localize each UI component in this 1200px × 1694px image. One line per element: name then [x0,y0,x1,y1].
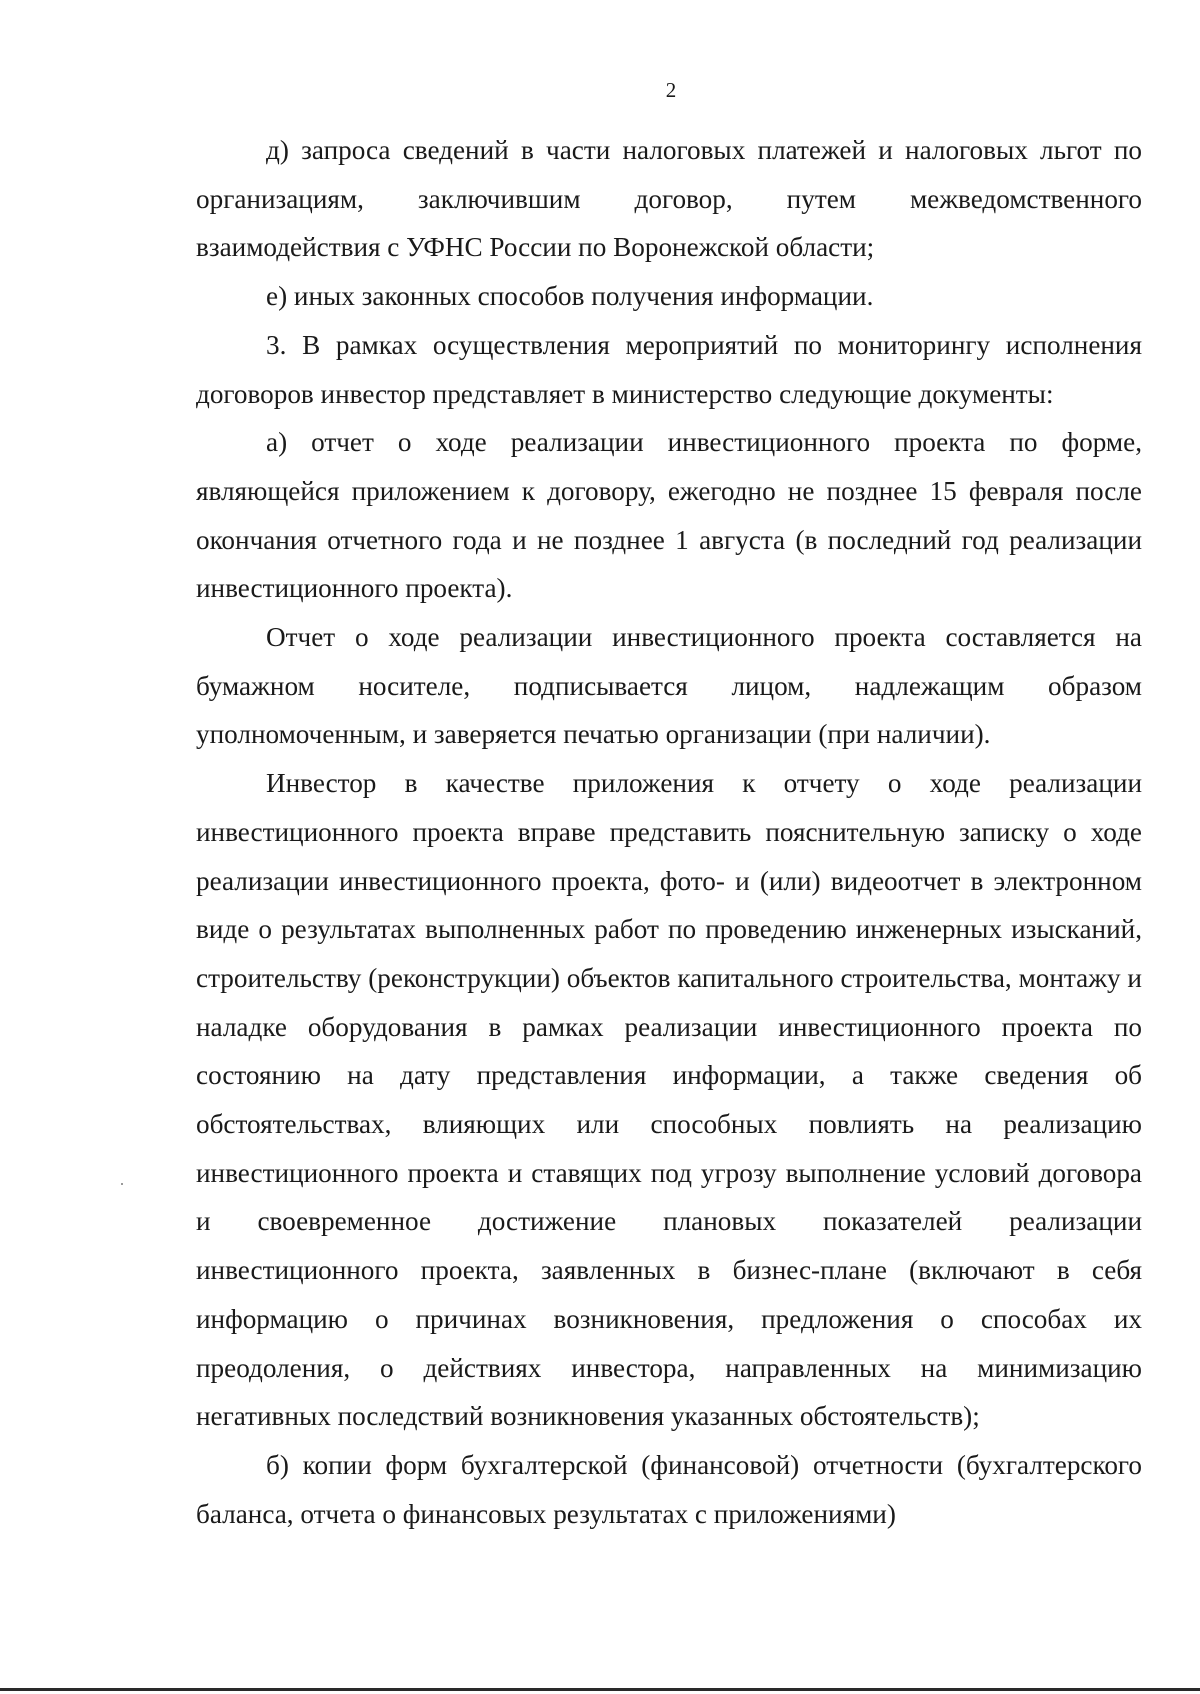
document-body [196,126,1142,1538]
bottom-border-line [0,1688,1200,1691]
paragraph-d: д) запроса сведений в части налоговых платежей и налоговых льгот по организациям, заключившим договор, путем межведомственного взаимодействия с УФНС России по Воронежской области; [196,135,1142,263]
scan-speck [121,1183,123,1185]
paragraph-e: е) иных законных способов получения информации. [266,281,874,312]
paragraph-report-format: Отчет о ходе реализации инвестиционного проекта составляется на бумажном носителе, подписывается лицом, надлежащим образом уполномоченным, и заверяется печатью организации (при наличии). [196,622,1142,750]
paragraph-item-3: 3. В рамках осуществления мероприятий по мониторингу исполнения договоров инвестор представляет в министерство следующие документы: [196,329,1142,409]
page-number: 2 [665,78,677,102]
paragraph-b: б) копии форм бухгалтерской (финансовой) отчетности (бухгалтерского баланса, отчета о финансовых результатах с приложениями) [196,1449,1142,1529]
paragraph-a: а) отчет о ходе реализации инвестиционного проекта по форме, являющейся приложением к договору, ежегодно не позднее 15 февраля после окончания отчетного года и не позднее 1 августа (в последний год реализации инвестиционного проекта). [196,427,1142,604]
paragraph-investor-appendix: Инвестор в качестве приложения к отчету о ходе реализации инвестиционного проекта вправе представить пояснительную записку о ходе реализации инвестиционного проекта, фото- и (или) видеоотчет в электронном виде о результатах выполненных работ по проведению инженерных изысканий, строительству (реконструкции) объектов капитального строительства, монтажу и наладке оборудования в рамках реализации инвестиционного проекта по состоянию на дату представления информации, а также сведения об обстоятельствах, влияющих или способных повлиять на реализацию инвестиционного проекта и ставящих под угрозу выполнение условий договора и своевременное достижение плановых показателей реализации инвестиционного проекта, заявленных в бизнес-плане (включают в себя информацию о причинах возникновения, предложения о способах их преодоления, о действиях инвестора, направленных на минимизацию негативных последствий возникновения указанных обстоятельств); [196,768,1142,1432]
